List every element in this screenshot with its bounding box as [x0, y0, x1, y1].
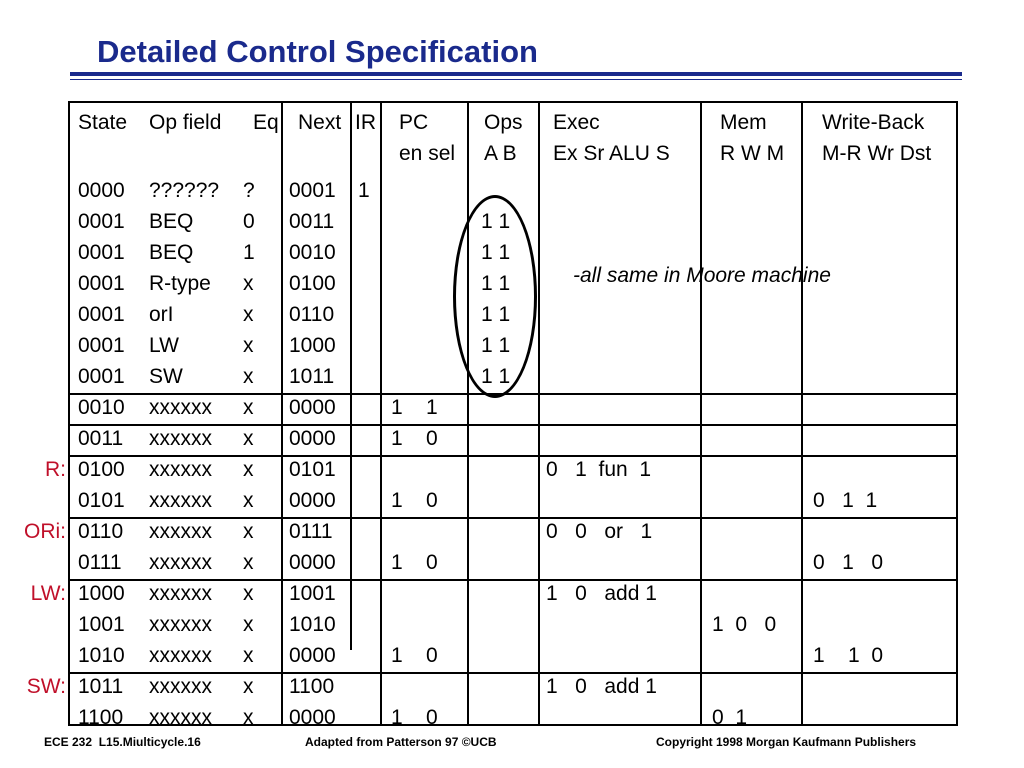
title-rule-thin [70, 79, 962, 80]
header-mem-sub: R W M [720, 142, 785, 165]
title-rule [70, 72, 962, 76]
header-pc-sub: en sel [399, 142, 456, 165]
ops-highlight-ellipse [453, 195, 537, 398]
cell-eq: x [243, 520, 254, 543]
cell-exec: 1 0 add 1 [546, 582, 657, 605]
header-next: Next [298, 111, 342, 134]
cell-eq: 1 [243, 241, 255, 264]
cell-next: 0101 [289, 458, 336, 481]
instruction-label: R: [45, 458, 66, 481]
cell-op: xxxxxx [149, 613, 212, 636]
cell-state: 0001 [78, 303, 125, 326]
cell-ops: 1 1 [481, 210, 511, 233]
cell-next: 1011 [289, 365, 335, 388]
header-eq: Eq [253, 112, 279, 133]
cell-op: SW [149, 365, 183, 388]
footer-attribution: Adapted from Patterson 97 ©UCB [305, 735, 497, 749]
cell-state: 0001 [78, 365, 125, 388]
cell-op: R-type [149, 272, 211, 295]
cell-op: xxxxxx [149, 520, 212, 543]
cell-ops: 1 1 [481, 334, 511, 357]
cell-eq: ? [243, 179, 255, 202]
cell-state: 1100 [78, 706, 124, 729]
cell-op: xxxxxx [149, 644, 212, 667]
cell-state: 0000 [78, 179, 125, 202]
header-ops-sub: A B [484, 142, 517, 165]
cell-eq: x [243, 489, 254, 512]
cell-state: 0001 [78, 334, 125, 357]
cell-wb: 0 1 0 [813, 551, 884, 574]
page-title: Detailed Control Specification [97, 34, 538, 69]
cell-next: 0000 [289, 396, 336, 419]
cell-next: 0100 [289, 272, 336, 295]
row-group-divider [68, 393, 958, 395]
cell-state: 0100 [78, 458, 125, 481]
cell-op: xxxxxx [149, 551, 212, 574]
cell-op: xxxxxx [149, 489, 212, 512]
cell-op: xxxxxx [149, 427, 212, 450]
cell-pc: 1 0 [391, 551, 438, 574]
cell-pc: 1 0 [391, 706, 438, 729]
instruction-label: SW: [26, 675, 66, 698]
cell-op: BEQ [149, 210, 194, 233]
cell-exec: 1 0 add 1 [546, 675, 657, 698]
cell-next: 0000 [289, 427, 336, 450]
instruction-label: LW: [30, 582, 66, 605]
cell-next: 0110 [289, 303, 335, 326]
cell-eq: x [243, 334, 254, 357]
col-divider-ops-exec [538, 101, 540, 726]
cell-ops: 1 1 [481, 241, 511, 264]
col-divider-mem-wb [801, 101, 803, 726]
cell-op: xxxxxx [149, 675, 212, 698]
cell-op: xxxxxx [149, 396, 212, 419]
cell-mem: 1 0 0 [712, 613, 777, 636]
cell-eq: x [243, 396, 254, 419]
cell-mem: 0 1 [712, 706, 748, 729]
cell-state: 0011 [78, 427, 124, 450]
cell-state: 1010 [78, 644, 125, 667]
cell-ops: 1 1 [481, 303, 511, 326]
cell-pc: 1 0 [391, 427, 438, 450]
row-group-divider [68, 424, 958, 426]
cell-op: ?????? [149, 179, 220, 202]
cell-next: 1000 [289, 334, 336, 357]
col-divider-eq-next [281, 101, 283, 726]
moore-note: -all same in Moore machine [573, 264, 831, 287]
cell-next: 1100 [289, 675, 335, 698]
cell-exec: 0 0 or 1 [546, 520, 653, 543]
cell-wb: 1 1 0 [813, 644, 884, 667]
col-divider-ir-pc [380, 101, 382, 726]
cell-op: xxxxxx [149, 706, 212, 729]
header-write-back-sub: M-R Wr Dst [822, 143, 932, 164]
cell-next: 0010 [289, 241, 336, 264]
header-state: State [78, 111, 128, 134]
cell-state: 0010 [78, 396, 125, 419]
cell-exec: 0 1 fun 1 [546, 458, 652, 481]
row-group-divider [68, 672, 958, 674]
cell-pc: 1 0 [391, 644, 438, 667]
cell-state: 0101 [78, 489, 125, 512]
cell-eq: x [243, 365, 254, 388]
cell-eq: x [243, 427, 254, 450]
cell-ops: 1 1 [481, 272, 511, 295]
col-divider-exec-mem [700, 101, 702, 726]
col-divider-pc-ops [467, 101, 469, 726]
row-group-divider [68, 579, 958, 581]
cell-op: LW [149, 334, 179, 357]
cell-state: 1011 [78, 675, 124, 698]
cell-state: 0110 [78, 520, 124, 543]
cell-eq: x [243, 706, 254, 729]
cell-eq: x [243, 303, 254, 326]
header-exec: Exec [553, 111, 600, 134]
cell-state: 1001 [78, 613, 125, 636]
cell-eq: x [243, 675, 254, 698]
cell-wb: 0 1 1 [813, 489, 878, 512]
cell-pc: 1 1 [391, 396, 438, 419]
header-ops: Ops [484, 111, 523, 134]
cell-state: 0001 [78, 210, 125, 233]
cell-next: 0000 [289, 706, 336, 729]
cell-next: 0000 [289, 551, 336, 574]
cell-op: xxxxxx [149, 458, 212, 481]
header-write-back: Write-Back [822, 111, 925, 134]
cell-eq: x [243, 644, 254, 667]
header-op-field: Op field [149, 111, 222, 134]
cell-state: 0111 [78, 551, 122, 574]
cell-eq: 0 [243, 210, 255, 233]
footer-course: ECE 232 L15.Miulticycle.16 [44, 735, 201, 749]
cell-op: BEQ [149, 241, 194, 264]
row-group-divider [68, 517, 958, 519]
cell-state: 1000 [78, 582, 125, 605]
cell-next: 1001 [289, 582, 336, 605]
cell-eq: x [243, 272, 254, 295]
cell-eq: x [243, 582, 254, 605]
cell-ops: 1 1 [481, 365, 511, 388]
header-pc: PC [399, 111, 429, 134]
cell-op: orI [149, 303, 174, 326]
instruction-label: ORi: [24, 520, 66, 543]
cell-op: xxxxxx [149, 582, 212, 605]
cell-next: 0000 [289, 489, 336, 512]
cell-next: 0000 [289, 644, 336, 667]
cell-pc: 1 0 [391, 489, 438, 512]
header-exec-sub: Ex Sr ALU S [553, 142, 670, 165]
cell-state: 0001 [78, 241, 125, 264]
row-group-divider [68, 455, 958, 457]
cell-eq: x [243, 551, 254, 574]
cell-state: 0001 [78, 272, 125, 295]
header-ir: IR [355, 111, 376, 134]
header-mem: Mem [720, 111, 767, 134]
cell-eq: x [243, 458, 254, 481]
cell-next: 0111 [289, 520, 333, 543]
col-divider-next-ir [350, 101, 352, 650]
cell-eq: x [243, 613, 254, 636]
cell-next: 1010 [289, 613, 336, 636]
cell-next: 0001 [289, 179, 336, 202]
cell-ir: 1 [358, 179, 370, 202]
cell-next: 0011 [289, 210, 335, 233]
footer-copyright: Copyright 1998 Morgan Kaufmann Publishers [656, 735, 917, 749]
